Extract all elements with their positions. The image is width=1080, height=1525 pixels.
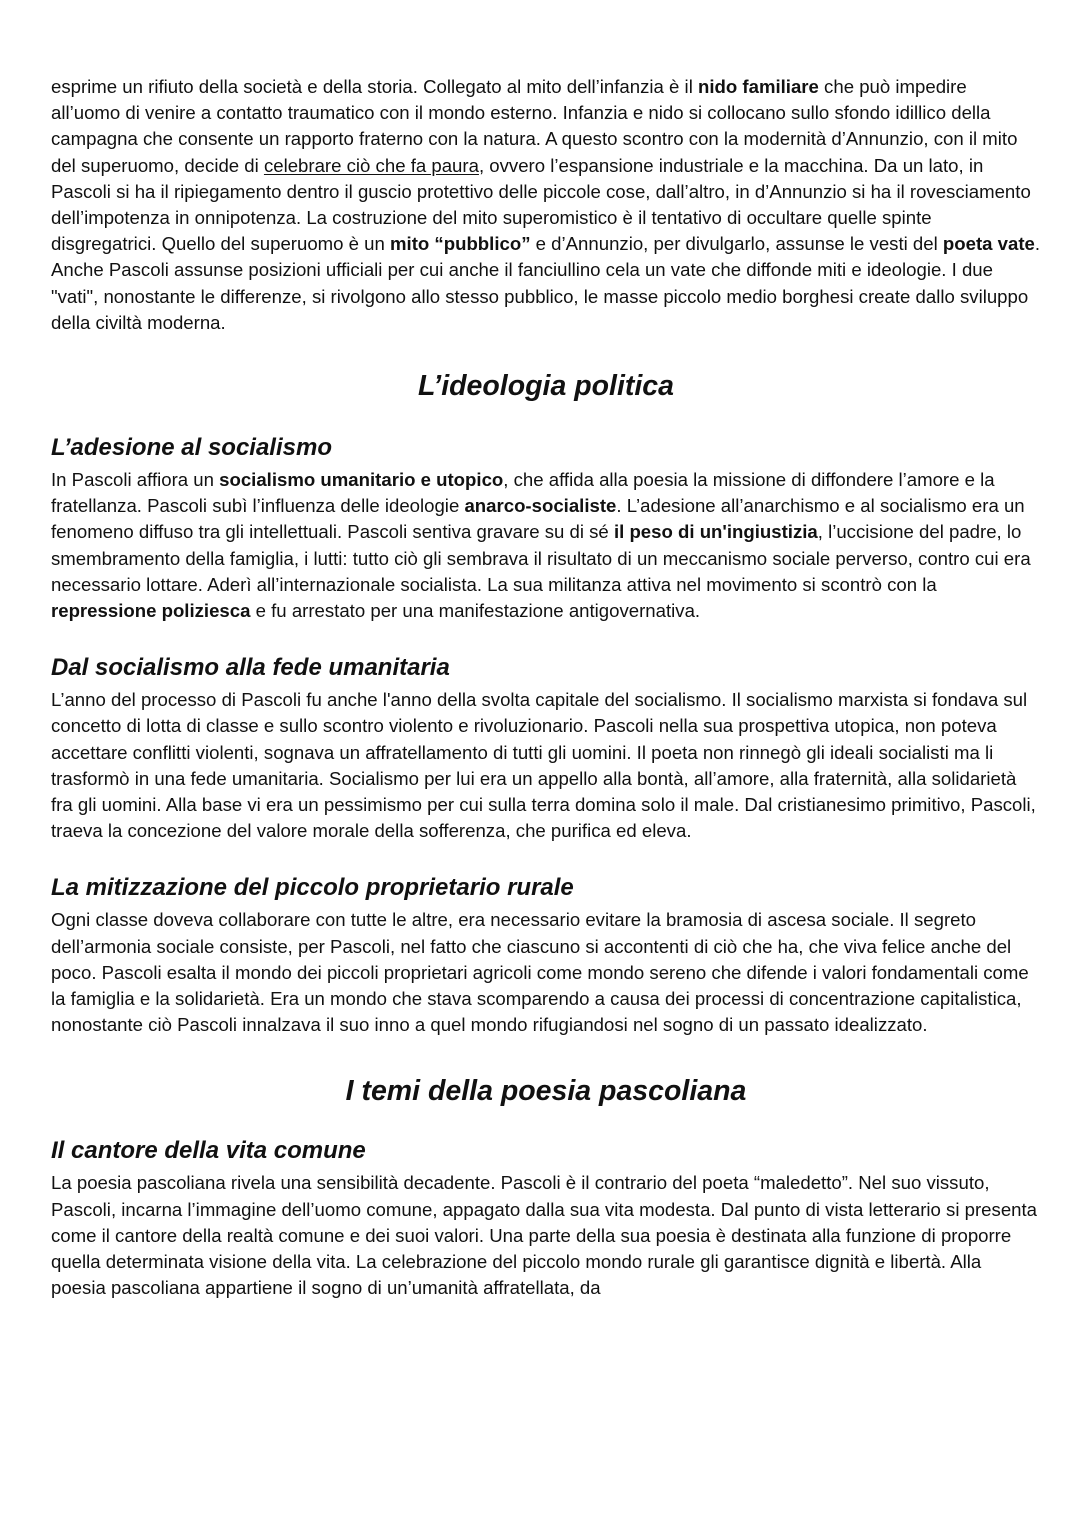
subsection-title-mitizzazione: La mitizzazione del piccolo proprietario rurale xyxy=(51,874,574,902)
text-run: . Anche Pascoli assunse posizioni ufficiali per cui anche il fanciullino cela un vate che diffonde miti e ideologie. I due "vati", nonostante le differenze, si rivolgono allo stesso pubblico, le masse piccolo medio borghesi create dallo sviluppo della civiltà moderna. xyxy=(51,233,1041,333)
text-run-bold: anarco-socialiste xyxy=(464,495,617,517)
text-run: , ovvero l’espansione industriale e la macchina. Da un lato, in Pascoli si ha il ripiegamento dentro il guscio protettivo delle piccole cose, dall’altro, in d’Annunzio si ha il rovesciamento dell’impotenza in onnipotenza. La costruzione del mito superomistico è il tentativo di occultare quelle spinte disgregatrici. Quello del superuomo è un xyxy=(51,154,1031,255)
subsection-title-cantore-vita-comune: Il cantore della vita comune xyxy=(51,1137,366,1165)
text-run-bold: poeta vate xyxy=(942,233,1035,255)
text-run: La poesia pascoliana rivela una sensibilità decadente. Pascoli è il contrario del poeta “maledetto”. Nel suo vissuto, Pascoli, incarna l’immagine dell’uomo comune, appagato dalla sua vita modesta. Dal punto di vista letterario si presenta come il cantore della realtà comune e dei suoi valori. Una parte della sua poesia è destinata alla funzione di proporre quella determinata visione della vita. La celebrazione del piccolo mondo rurale gli garantisce dignità e libertà. Alla poesia pascoliana appartiene il sogno di un’umanità affratellata, da xyxy=(51,1172,1038,1299)
subsection-title-fede-umanitaria: Dal socialismo alla fede umanitaria xyxy=(51,654,450,682)
text-run: e d’Annunzio, per divulgarlo, assunse le vesti del xyxy=(530,233,943,255)
text-run: . L’adesione all’anarchismo e al socialismo era un fenomeno diffuso tra gli intellettuali. Pascoli sentiva gravare su di sé xyxy=(51,495,1025,543)
text-run-bold: il peso di un'ingiustizia xyxy=(613,521,818,543)
text-run: e fu arrestato per una manifestazione antigovernativa. xyxy=(250,600,701,622)
text-run: , che affida alla poesia la missione di diffondere l’amore e la fratellanza. Pascoli subì l’influenza delle ideologie xyxy=(51,469,995,517)
section-title-ideologia-politica: L’ideologia politica xyxy=(418,370,674,403)
text-run-bold: mito “pubblico” xyxy=(390,233,531,255)
paragraph-cantore-vita-comune xyxy=(51,1170,1041,1301)
section-title-temi-poesia: I temi della poesia pascoliana xyxy=(345,1075,747,1108)
paragraph-fede-umanitaria xyxy=(51,687,1041,844)
text-run: che può impedire all’uomo di venire a contatto traumatico con il mondo esterno. Infanzia e nido si collocano sullo sfondo idillico della campagna che consente un rapporto fraterno con la natura. A questo scontro con la modernità d’Annunzio, con il mito del superuomo, decide di xyxy=(51,76,1018,176)
paragraph-intro xyxy=(51,74,1041,336)
text-run: , l’uccisione del padre, lo smembramento della famiglia, i lutti: tutto ciò gli sembrava il risultato di un meccanismo sociale perverso, contro cui era necessario lottare. Aderì all’internazionale socialista. La sua militanza attiva nel movimento si scontrò con la xyxy=(51,521,1031,595)
text-run: In Pascoli affiora un xyxy=(51,469,220,491)
text-run-bold: socialismo umanitario e utopico xyxy=(219,469,504,491)
text-run-bold: nido familiare xyxy=(698,76,819,97)
text-run: esprime un rifiuto della società e della storia. Collegato al mito dell’infanzia è il xyxy=(51,76,698,97)
document-page xyxy=(51,74,1041,1302)
text-run: Ogni classe doveva collaborare con tutte le altre, era necessario evitare la bramosia di ascesa sociale. Il segreto dell’armonia sociale consiste, per Pascoli, nel fatto che ciascuno si accontenti di ciò che ha, che viva felice anche del poco. Pascoli esalta il mondo dei piccoli proprietari agricoli come mondo sereno che difende i valori fondamentali come la famiglia e la solidarietà. Era un mondo che stava scomparendo a causa dei processi di concentrazione capitalistica, nonostante ciò Pascoli innalzava il suo inno a quel mondo rifugiandosi nel sogno di un passato idealizzato. xyxy=(51,909,1029,1036)
subsection-title-adesione-socialismo: L’adesione al socialismo xyxy=(51,434,332,462)
paragraph-mitizzazione xyxy=(51,907,1041,1038)
paragraph-adesione-socialismo xyxy=(51,467,1041,624)
text-run-underlined: celebrare ciò che fa paura xyxy=(263,154,479,176)
text-run-bold: repressione poliziesca xyxy=(51,600,251,622)
text-run: L’anno del processo di Pascoli fu anche l'anno della svolta capitale del socialismo. Il socialismo marxista si fondava sul concetto di lotta di classe e sullo scontro violento e rivoluzionario. Pascoli nella sua prospettiva utopica, non poteva accettare conflitti violenti, sognava un affratellamento di tutti gli uomini. Il poeta non rinnegò gli ideali socialisti ma li trasformò in una fede umanitaria. Socialismo per lui era un appello alla bontà, all’amore, alla fraternità, alla solidarietà fra gli uomini. Alla base vi era un pessimismo per cui sulla terra domina solo il male. Dal cristianesimo primitivo, Pascoli, traeva la concezione del valore morale della sofferenza, che purifica ed eleva. xyxy=(51,689,1036,842)
